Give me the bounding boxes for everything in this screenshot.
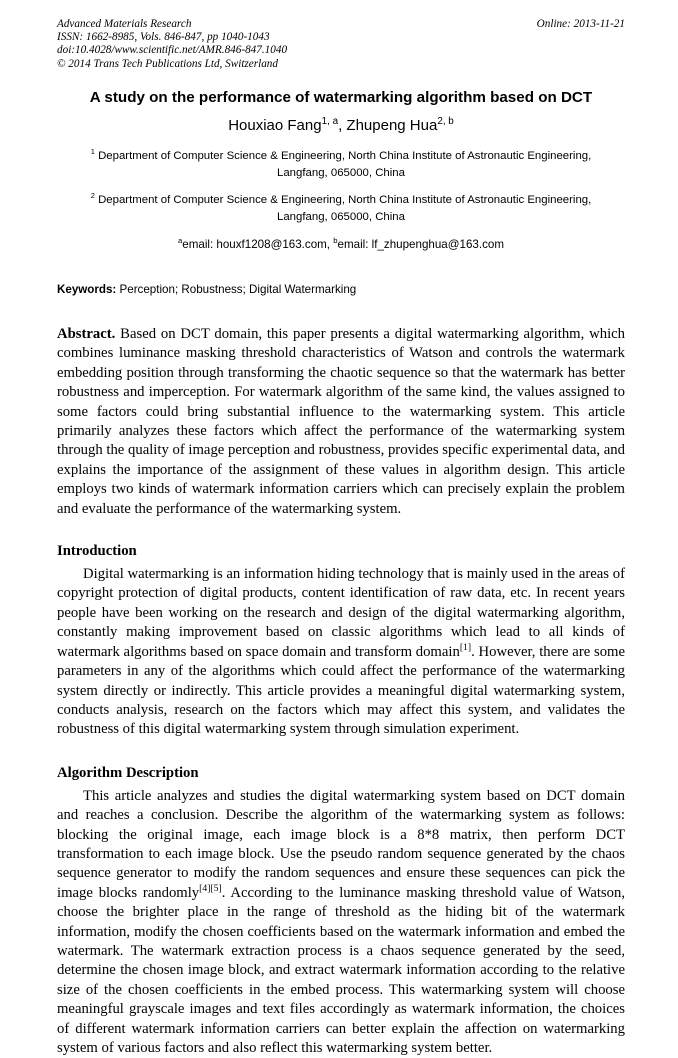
email-b-address: email: lf_zhupenghua@163.com bbox=[337, 238, 504, 251]
abstract-label: Abstract. bbox=[57, 326, 116, 342]
affiliation-1-line1: Department of Computer Science & Engineering, North China Institute of Astronautic Engineering, bbox=[98, 150, 592, 162]
keywords-value: Perception; Robustness; Digital Watermarking bbox=[119, 283, 357, 296]
author-emails bbox=[57, 237, 625, 253]
affiliation-2-line2: Langfang, 065000, China bbox=[277, 210, 405, 223]
affiliation-2 bbox=[57, 192, 625, 225]
citation-reference-4-5: [4][5] bbox=[199, 882, 222, 894]
affiliation-2-line1: Department of Computer Science & Engineering, North China Institute of Astronautic Engineering, bbox=[98, 194, 592, 206]
introduction-text-part2: . However, there are some parameters in any of the algorithms which could affect the performance of the watermarking system directly or indirectly. This article provides a meaningful digital watermarking system, conducts analysis, research on the factors which may affect this system, and validates the robustness of this digital watermarking system through simulation experiment. bbox=[57, 643, 625, 738]
author-list bbox=[57, 116, 625, 136]
publication-header-left bbox=[57, 18, 487, 71]
section-body-algorithm-description bbox=[57, 787, 625, 1058]
email-a-address: email: houxf1208@163.com, bbox=[182, 238, 331, 251]
doi-line: doi:10.4028/www.scientific.net/AMR.846-847.1040 bbox=[57, 44, 288, 57]
introduction-text-part1: Digital watermarking is an information hiding technology that is mainly used in the areas of copyright protection of digital products, content identification of raw data, etc. In recent years people have been working on the research and design of the digital watermarking algorithm, constantly making improvement based on classic algorithms which lead to all kinds of watermark algorithms based on space domain and transform domain bbox=[57, 566, 625, 660]
author-separator: , bbox=[338, 117, 347, 134]
keywords-line bbox=[57, 282, 625, 298]
author-2-name: Zhupeng Hua bbox=[346, 117, 438, 134]
algorithm-text-part2: . According to the luminance masking threshold value of Watson, choose the brighter place in the range of threshold as the hiding bit of the watermark information, modify the chosen coefficients based on the watermark information and embed the watermark. The watermark extraction process is a chaos sequence generated by the seed, determine the chosen image block, and extract watermark information according to the relative size of the chosen coefficients in the embed process. This watermarking system will choose meaningful grayscale images and text files accordingly as watermark information, the choices of different watermark information carriers can better explain the affection on watermarking system of various factors and also reflect this watermarking system better. bbox=[57, 884, 626, 1056]
author-1-name: Houxiao Fang bbox=[228, 117, 322, 134]
email-a-mark: a bbox=[178, 236, 183, 246]
abstract-text: Based on DCT domain, this paper presents a digital watermarking algorithm, which combines luminance masking threshold characteristics of Watson and controls the watermark embedding position through transforming the chaotic sequence so that the watermark has better robustness and imperception. For watermark algorithm of the same kind, the values assigned to some factors could bring substantial influence to the watermarking system. This article primarily analyzes these factors which affect the performance of the watermarking system through the quality of image perception and robustness, provides specific experimental data, and explains the importance of the assignment of these values in algorithm design. This article employs two kinds of watermark information carriers which can precisely explain the problem and evaluate the performance of the watermarking system. bbox=[57, 326, 626, 517]
algorithm-text-part1: This article analyzes and studies the digital watermarking system based on DCT domain and reaches a conclusion. Describe the algorithm of the watermarking system as follows: blocking the original image, each image block is a 8*8 matrix, then perform DCT transformation to each image block. Use the pseudo random sequence generated by the chaos sequence generator to modify the random sequences and ensure these sequences can pick the image blocks randomly bbox=[57, 787, 625, 901]
affiliation-2-mark: 2 bbox=[90, 191, 95, 201]
journal-name: Advanced Materials Research bbox=[57, 18, 192, 30]
issn-volume-pages: ISSN: 1662-8985, Vols. 846-847, pp 1040-1043 bbox=[57, 31, 270, 44]
citation-reference-1: [1] bbox=[459, 641, 472, 653]
keywords-label: Keywords: bbox=[57, 283, 117, 296]
copyright-line: © 2014 Trans Tech Publications Ltd, Switzerland bbox=[57, 57, 278, 70]
page-title: A study on the performance of watermarking algorithm based on DCT bbox=[89, 89, 593, 106]
section-body-introduction bbox=[57, 565, 625, 740]
section-heading-introduction: Introduction bbox=[57, 543, 137, 560]
author-2-marks: 2, b bbox=[437, 116, 454, 127]
author-1-marks: 1, a bbox=[321, 116, 339, 127]
publication-header bbox=[57, 18, 625, 74]
affiliation-1 bbox=[57, 148, 625, 181]
section-heading-algorithm-description: Algorithm Description bbox=[57, 764, 199, 781]
email-b-mark: b bbox=[333, 236, 338, 246]
affiliation-1-line2: Langfang, 065000, China bbox=[277, 166, 405, 179]
online-date: Online: 2013-11-21 bbox=[536, 18, 625, 30]
affiliation-1-mark: 1 bbox=[90, 147, 95, 157]
abstract-paragraph bbox=[57, 325, 625, 519]
